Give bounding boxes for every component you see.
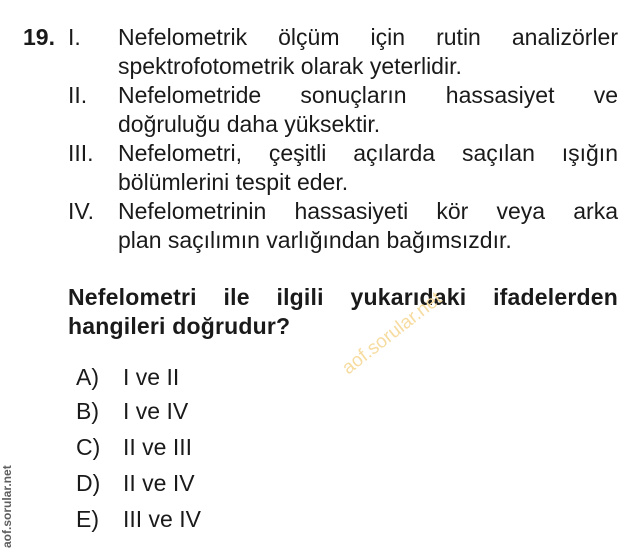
option-e-text: III ve IV (123, 506, 201, 532)
option-d-text: II ve IV (123, 470, 195, 496)
statement-3-line-1: Nefelometri, çeşitli açılarda saçılan ışığın (118, 140, 618, 166)
option-c-letter: C) (76, 434, 101, 460)
option-c-text: II ve III (123, 434, 193, 460)
statement-3-roman: III. (68, 140, 94, 166)
option-e-letter: E) (76, 506, 99, 532)
watermark-side: aof.sorular.net (0, 465, 14, 548)
statement-3-line-2: bölümlerini tespit eder. (118, 169, 349, 195)
statement-4-line-1: Nefelometrinin hassasiyeti kör veya arka (118, 198, 618, 224)
statement-2-roman: II. (68, 82, 88, 108)
statement-1-roman: I. (68, 24, 81, 50)
statement-2-line-2: doğruluğu daha yüksektir. (118, 111, 381, 137)
option-a-letter: A) (76, 364, 99, 390)
statement-2-line-1: Nefelometride sonuçların hassasiyet ve (118, 82, 618, 108)
option-d-letter: D) (76, 470, 101, 496)
statement-4-roman: IV. (68, 198, 95, 224)
statement-1-line-2: spektrofotometrik olarak yeterlidir. (118, 53, 462, 79)
watermark-diagonal: aof.sorular.net (338, 288, 447, 379)
option-b-letter: B) (76, 398, 99, 424)
statement-1-line-1: Nefelometrik ölçüm için rutin analizörler (118, 24, 618, 50)
option-a-text: I ve II (123, 364, 180, 390)
question-prompt-line-2: hangileri doğrudur? (68, 313, 291, 339)
statement-4-line-2: plan saçılımın varlığından bağımsızdır. (118, 227, 512, 253)
question-prompt-line-1: Nefelometri ile ilgili yukarıdaki ifadelerden (68, 284, 618, 310)
option-b-text: I ve IV (123, 398, 189, 424)
question-number: 19. (23, 24, 55, 50)
